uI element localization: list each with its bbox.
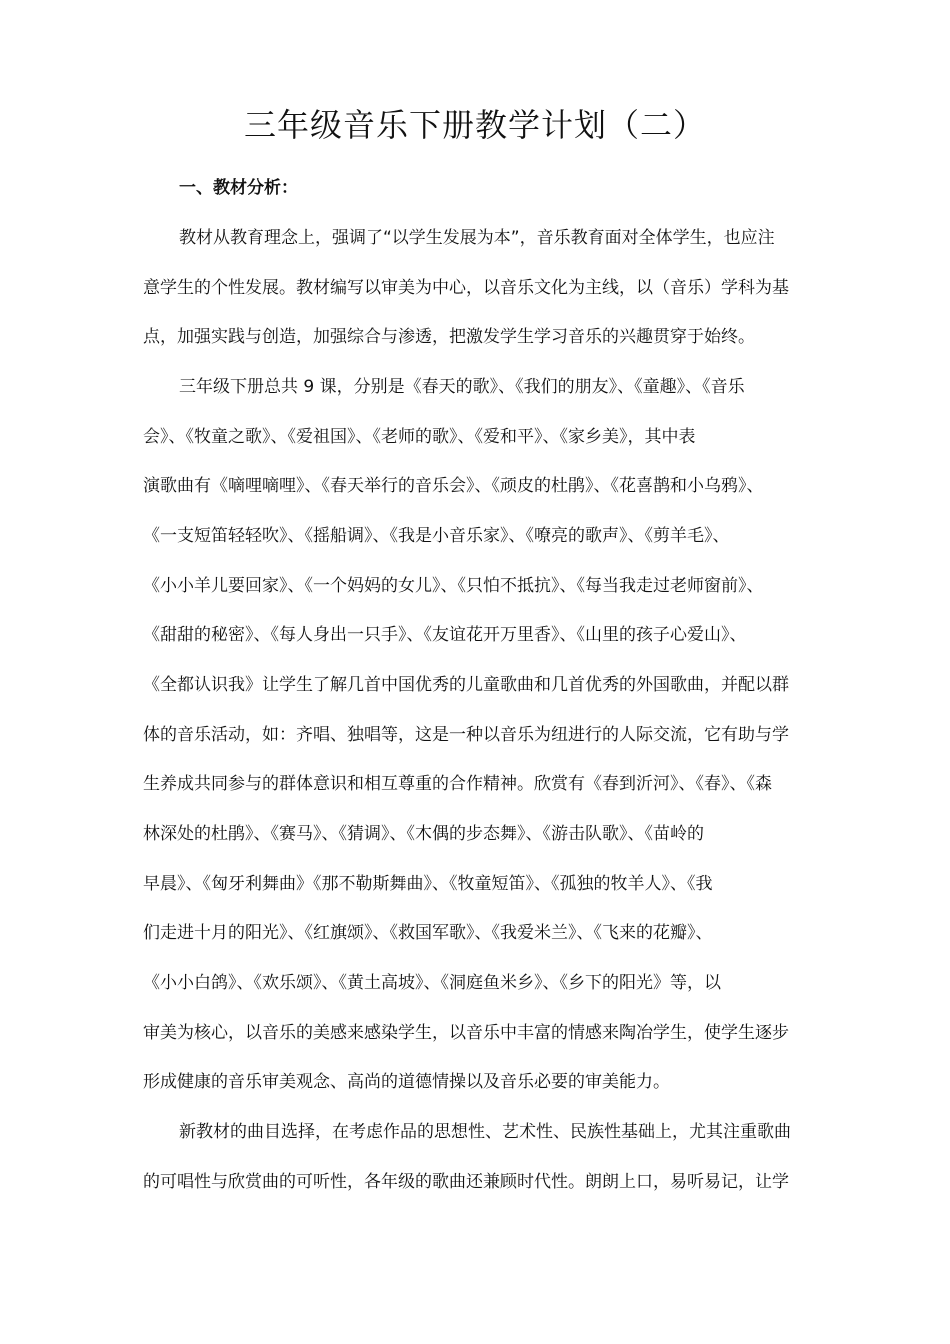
text-line: 意学生的个性发展。教材编写以审美为中心，以音乐文化为主线，以（音乐）学科为基 [143,278,789,298]
text-line: 新教材的曲目选择，在考虑作品的思想性、艺术性、民族性基础上，尤其注重歌曲 [179,1122,791,1142]
text-line: 生养成共同参与的群体意识和相互尊重的合作精神。欣赏有《春到沂河》、《春》、《森 [143,774,772,794]
text-line: 早晨》、《匈牙利舞曲》《那不勒斯舞曲》、《牧童短笛》、《孤独的牧羊人》、《我 [143,874,713,894]
text-line: 《小小白鸽》、《欢乐颂》、《黄土高坡》、《洞庭鱼米乡》、《乡下的阳光》等，以 [143,973,721,993]
text-line: 《一支短笛轻轻吹》、《摇船调》、《我是小音乐家》、《嘹亮的歌声》、《剪羊毛》、 [143,526,730,546]
text-line: 体的音乐活动，如：齐唱、独唱等，这是一种以音乐为纽进行的人际交流，它有助与学 [143,725,789,745]
text-line: 形成健康的音乐审美观念、高尚的道德情操以及音乐必要的审美能力。 [143,1072,670,1092]
text-line: 《小小羊儿要回家》、《一个妈妈的女儿》、《只怕不抵抗》、《每当我走过老师窗前》、 [143,576,764,596]
text-line: 们走进十月的阳光》、《红旗颂》、《救国军歌》、《我爱米兰》、《飞来的花瓣》、 [143,923,713,943]
text-line: 《甜甜的秘密》、《每人身出一只手》、《友谊花开万里香》、《山里的孩子心爱山》、 [143,625,747,645]
section-heading: 一、教材分析： [179,178,298,198]
text-line: 三年级下册总共 9 课，分别是《春天的歌》、《我们的朋友》、《童趣》、《音乐 [179,377,745,397]
text-line: 林深处的杜鹃》、《赛马》、《猜调》、《木偶的步态舞》、《游击队歌》、《苗岭的 [143,824,704,844]
text-line: 教材从教育理念上，强调了“以学生发展为本”，音乐教育面对全体学生，也应注 [179,228,775,248]
text-line: 演歌曲有《嘀哩嘀哩》、《春天举行的音乐会》、《顽皮的杜鹃》、《花喜鹊和小乌鸦》、 [143,476,764,496]
text-line: 审美为核心，以音乐的美感来感染学生，以音乐中丰富的情感来陶冶学生，使学生逐步 [143,1023,789,1043]
text-line: 点，加强实践与创造，加强综合与渗透，把激发学生学习音乐的兴趣贯穿于始终。 [143,327,755,347]
text-line: 会》、《牧童之歌》、《爱祖国》、《老师的歌》、《爱和平》、《家乡美》，其中表 [143,427,696,447]
text-line: 《全都认识我》让学生了解几首中国优秀的儿童歌曲和几首优秀的外国歌曲，并配以群 [143,675,789,695]
text-line: 的可唱性与欣赏曲的可听性，各年级的歌曲还兼顾时代性。朗朗上口，易听易记，让学 [143,1172,789,1192]
document-title: 三年级音乐下册教学计划（二） [243,106,706,144]
